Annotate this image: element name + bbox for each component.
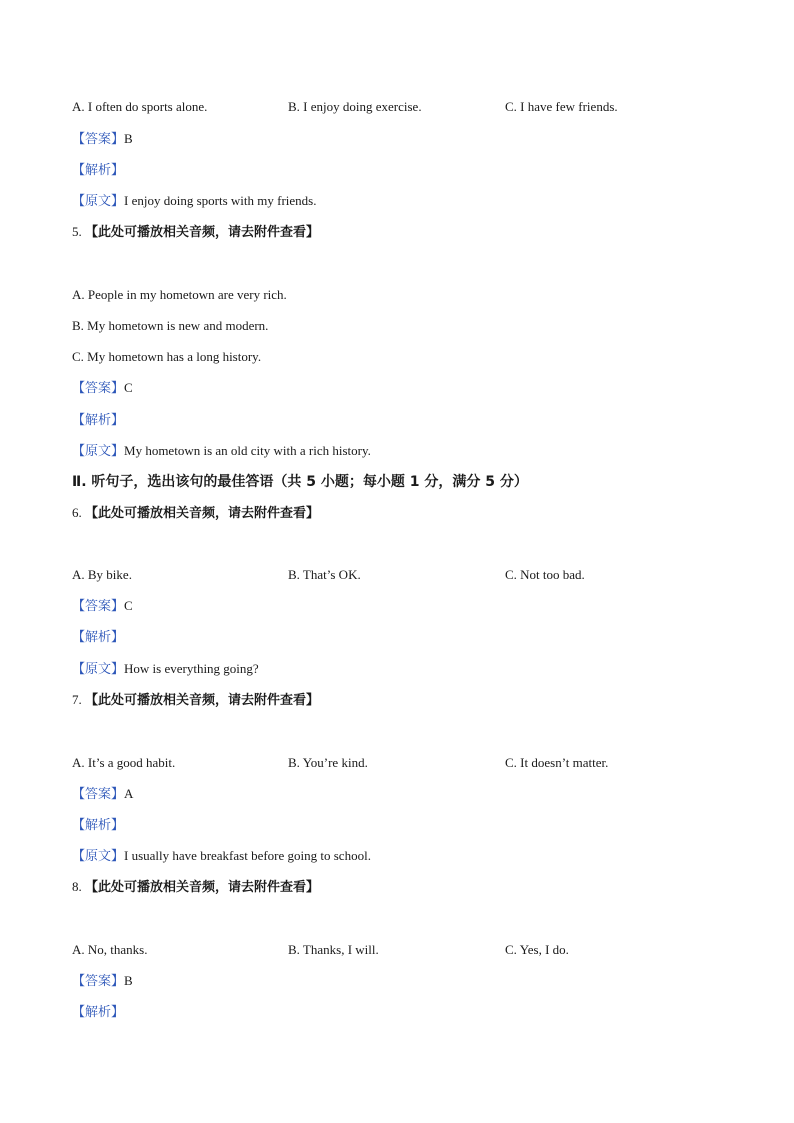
analysis-label: 【解析】: [72, 413, 125, 428]
original-label: 【原文】: [72, 662, 125, 677]
q7-number: 7.: [72, 692, 82, 707]
q8-answer-value: B: [124, 973, 133, 988]
analysis-label: 【解析】: [72, 163, 125, 178]
answer-label: 【答案】: [72, 132, 125, 147]
q4-option-a: A. I often do sports alone.: [72, 99, 208, 114]
q8-prompt: [72, 879, 319, 896]
q6-prompt: [72, 505, 319, 522]
answer-label: 【答案】: [72, 787, 125, 802]
q4-option-b: B. I enjoy doing exercise.: [288, 99, 422, 114]
analysis-label: 【解析】: [72, 818, 125, 833]
q8-audio-note: 【此处可播放相关音频，请去附件查看】: [85, 880, 320, 895]
q7-analysis: [72, 817, 124, 834]
answer-label: 【答案】: [72, 599, 125, 614]
q7-original-text: I usually have breakfast before going to school.: [124, 848, 371, 863]
q8-options: [72, 942, 772, 958]
q8-answer: [72, 973, 133, 990]
q7-answer-value: A: [124, 786, 134, 801]
q4-original-text: I enjoy doing sports with my friends.: [124, 193, 317, 208]
q4-answer-value: B: [124, 131, 133, 146]
q8-number: 8.: [72, 879, 82, 894]
original-label: 【原文】: [72, 849, 125, 864]
q4-option-c: C. I have few friends.: [505, 99, 618, 114]
q8-option-b: B. Thanks, I will.: [288, 942, 379, 957]
q5-answer-value: C: [124, 380, 133, 395]
q4-original: [72, 193, 316, 210]
q8-analysis: [72, 1004, 124, 1021]
q5-analysis: [72, 412, 124, 429]
q5-original-text: My hometown is an old city with a rich history.: [124, 443, 371, 458]
q4-analysis: [72, 162, 124, 179]
q7-original: [72, 848, 371, 865]
q7-option-c: C. It doesn’t matter.: [505, 755, 609, 770]
q6-option-c: C. Not too bad.: [505, 567, 585, 582]
q7-option-b: B. You’re kind.: [288, 755, 368, 770]
q6-number: 6.: [72, 505, 82, 520]
answer-label: 【答案】: [72, 381, 125, 396]
q5-number: 5.: [72, 224, 82, 239]
q6-answer-value: C: [124, 598, 133, 613]
q5-prompt: [72, 224, 319, 241]
q6-option-b: B. That’s OK.: [288, 567, 361, 582]
analysis-label: 【解析】: [72, 1005, 125, 1020]
q7-audio-note: 【此处可播放相关音频，请去附件查看】: [85, 693, 320, 708]
q7-answer: [72, 786, 133, 803]
analysis-label: 【解析】: [72, 630, 125, 645]
q6-original: [72, 661, 259, 678]
q6-option-a: A. By bike.: [72, 567, 132, 582]
section-heading: Ⅱ. 听句子，选出该句的最佳答语（共 5 小题；每小题 1 分，满分 5 分）: [72, 474, 528, 490]
q5-option-c: C. My hometown has a long history.: [72, 349, 262, 364]
q6-analysis: [72, 629, 124, 646]
q5-audio-note: 【此处可播放相关音频，请去附件查看】: [85, 225, 320, 240]
q8-option-c: C. Yes, I do.: [505, 942, 569, 957]
q8-option-a: A. No, thanks.: [72, 942, 148, 957]
q7-options: [72, 755, 772, 771]
q7-prompt: [72, 692, 319, 709]
q6-answer: [72, 598, 133, 615]
q5-option-a: A. People in my hometown are very rich.: [72, 287, 287, 302]
original-label: 【原文】: [72, 444, 125, 459]
q6-options: [72, 567, 772, 583]
q6-audio-note: 【此处可播放相关音频，请去附件查看】: [85, 506, 320, 521]
q5-option-b: B. My hometown is new and modern.: [72, 318, 269, 333]
q4-options: [72, 99, 772, 115]
q6-original-text: How is everything going?: [124, 661, 259, 676]
q4-answer: [72, 131, 133, 148]
q7-option-a: A. It’s a good habit.: [72, 755, 176, 770]
q5-answer: [72, 380, 133, 397]
original-label: 【原文】: [72, 194, 125, 209]
q5-original: [72, 443, 371, 460]
answer-label: 【答案】: [72, 974, 125, 989]
